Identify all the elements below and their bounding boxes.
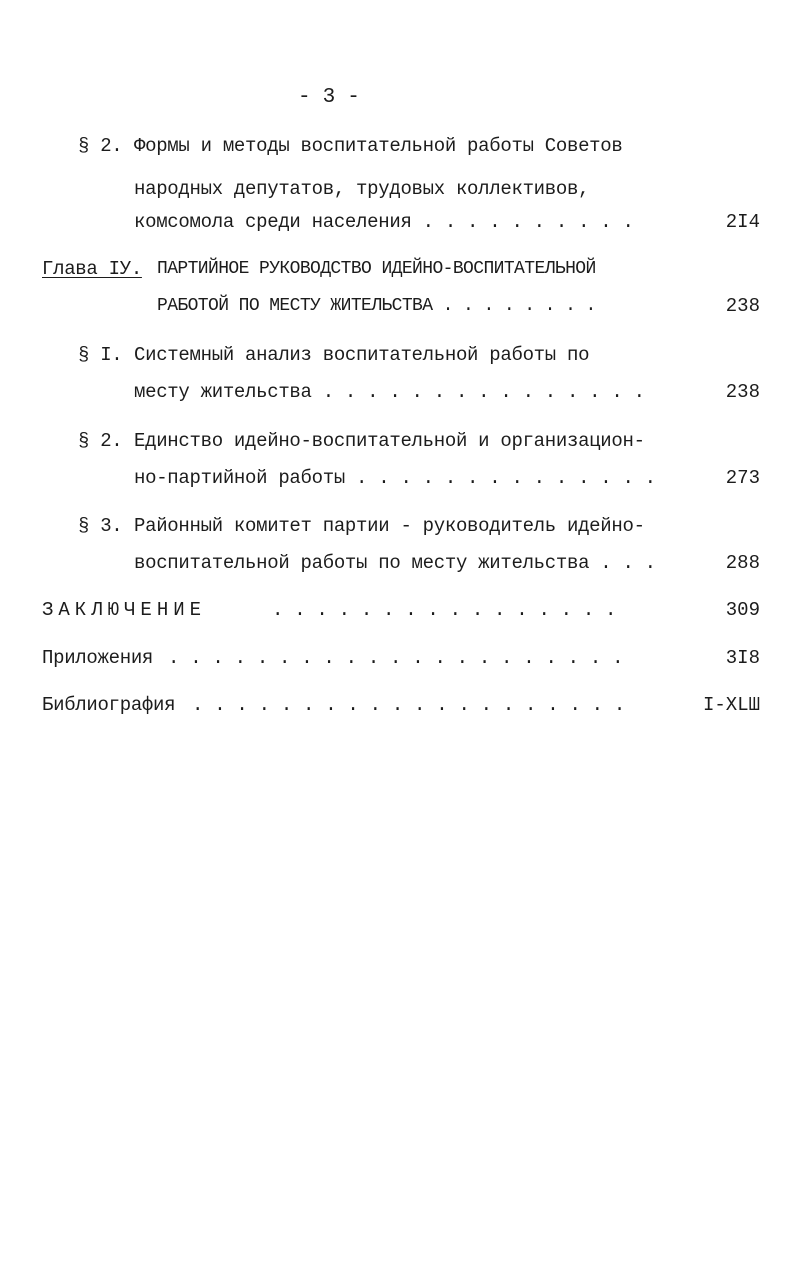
toc-entry-page: 238	[725, 381, 760, 403]
toc-entry-line: Формы и методы воспитательной работы Советов	[134, 135, 623, 157]
toc-entry-line: Районный комитет партии - руководитель идейно-	[134, 515, 645, 537]
toc-entry-line: народных депутатов, трудовых коллективов,	[134, 178, 590, 200]
chapter-title-line: ПАРТИЙНОЕ РУКОВОДСТВО ИДЕЙНО-ВОСПИТАТЕЛЬНОЙ	[157, 259, 596, 279]
toc-entry-line: комсомола среди населения . . . . . . . . . .	[134, 211, 634, 233]
dot-leader: . . . . . . . . . . . . . . . . . . . .	[192, 694, 625, 716]
chapter-title-line: РАБОТОЙ ПО МЕСТУ ЖИТЕЛЬСТВА . . . . . . . .	[157, 296, 596, 316]
toc-entry-marker: § 3.	[78, 515, 123, 537]
toc-entry-line: месту жительства . . . . . . . . . . . . . . .	[134, 381, 645, 403]
toc-entry-line: Единство идейно-воспитательной и организацион-	[134, 430, 645, 452]
toc-entry-line: Системный анализ воспитательной работы по	[134, 344, 590, 366]
toc-entry-page: 2I4	[725, 211, 760, 233]
toc-entry-page: I-XLШ	[702, 694, 760, 716]
toc-entry-marker: § 2.	[78, 430, 123, 452]
toc-entry-page: 309	[725, 599, 760, 621]
toc-entry-page: 238	[725, 295, 760, 317]
page-number: - 3 -	[298, 86, 360, 109]
toc-entry-line: но-партийной работы . . . . . . . . . . . . . .	[134, 467, 656, 489]
toc-entry-marker: § I.	[78, 344, 123, 366]
dot-leader: . . . . . . . . . . . . . . . .	[272, 599, 617, 621]
bibliography-label: Библиография	[42, 694, 176, 716]
conclusion-label: ЗАКЛЮЧЕНИЕ	[42, 599, 207, 621]
toc-entry-page: 288	[725, 552, 760, 574]
toc-entry-line: воспитательной работы по месту жительства . . .	[134, 552, 656, 574]
dot-leader: . . . . . . . . . . . . . . . . . . . . .	[168, 647, 624, 669]
toc-entry-marker: § 2.	[78, 135, 123, 157]
appendix-label: Приложения	[42, 647, 154, 669]
chapter-marker: Глава IУ.	[42, 258, 142, 280]
toc-entry-page: 273	[725, 467, 760, 489]
toc-entry-page: 3I8	[725, 647, 760, 669]
